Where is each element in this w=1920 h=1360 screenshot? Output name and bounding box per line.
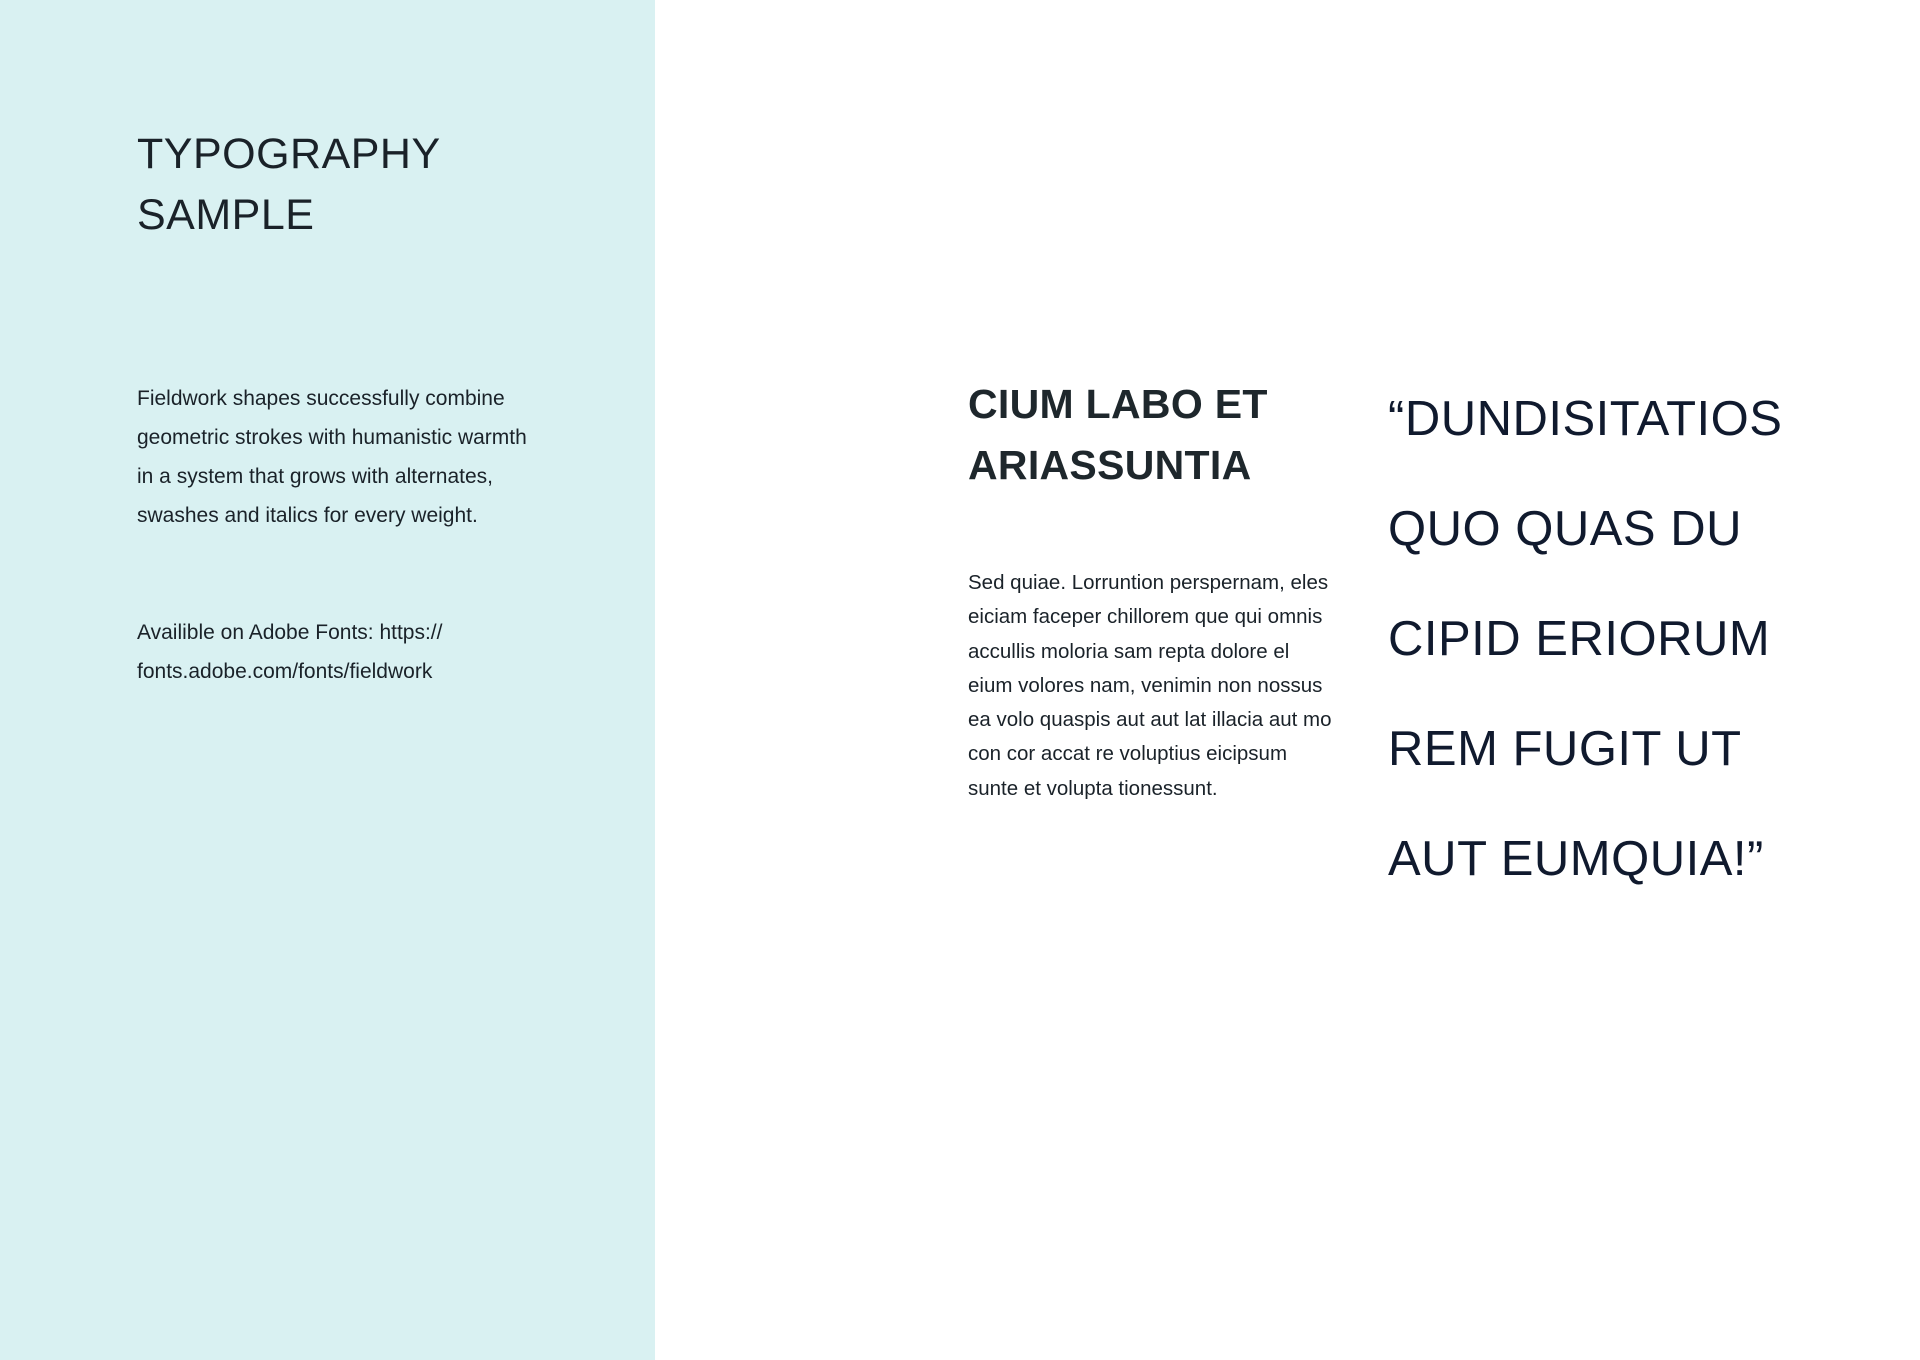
pull-quote: “DUNDISITATIOS QUO QUAS DU CIPID ERIORUM REM FUGIT UT AUT EUMQUIA!” <box>1388 392 1783 886</box>
article-heading: CIUM LABO ET ARIASSUNTIA <box>968 381 1268 488</box>
page-title: TYPOGRAPHY SAMPLE <box>137 130 441 239</box>
sidebar-panel <box>0 0 655 1360</box>
intro-paragraph: Fieldwork shapes successfully combine geometric strokes with humanistic warmth in a system that grows with alternates, swashes and italics for every weight. <box>137 387 527 527</box>
availability-note: Availible on Adobe Fonts: https:// fonts.adobe.com/fonts/fieldwork <box>137 621 443 683</box>
article-body: Sed quiae. Lorruntion perspernam, eles eiciam faceper chillorem que qui omnis accullis moloria sam repta dolore el eium volores nam, venimin non nossus ea volo quaspis aut aut lat illacia aut mo con cor accat re voluptius eicipsum sunte et volupta tionessunt. <box>968 571 1332 800</box>
